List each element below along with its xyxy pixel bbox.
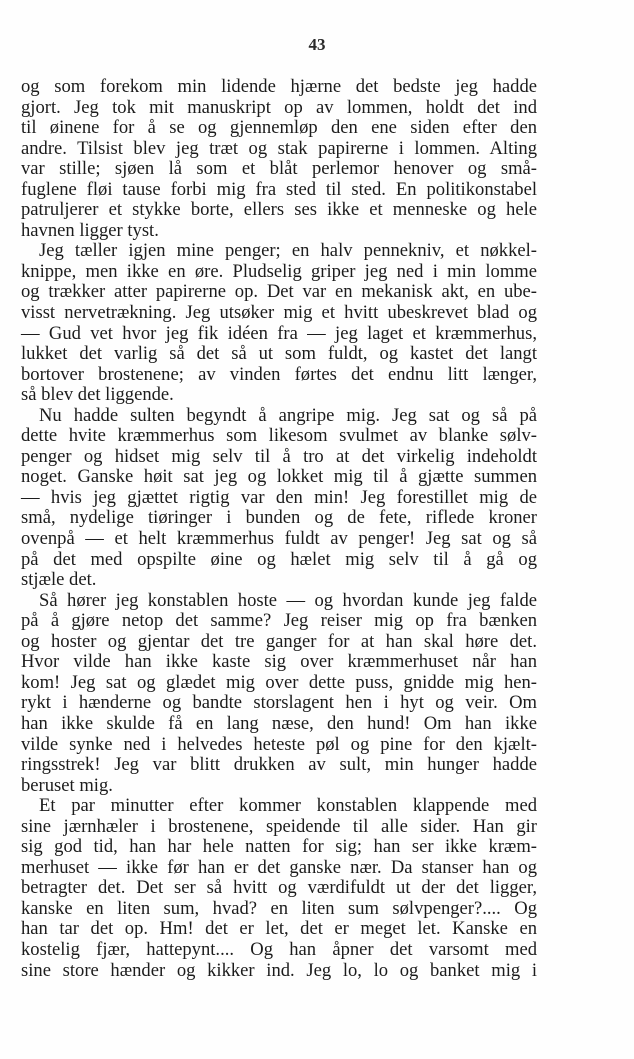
- text-line: sig god tid, han har hele natten for sig; han ser ikke kræm-: [21, 836, 537, 858]
- text-line: lukket det varlig så det så ut som fuldt, og kastet det langt: [21, 343, 537, 365]
- text-line: — Gud vet hvor jeg fik idéen fra — jeg laget et kræmmerhus,: [21, 322, 537, 344]
- text-line: andre. Tilsist blev jeg træt og stak papirerne i lommen. Alting: [21, 137, 537, 159]
- text-line: kom! Jeg sat og glædet mig over dette puss, gnidde mig hen-: [21, 671, 537, 693]
- text-line: vilde synke ned i helvedes heteste pøl og pine for den kjælt-: [21, 733, 537, 755]
- text-line: kostelig fjær, hattepynt.... Og han åpner det varsomt med: [21, 938, 537, 960]
- text-line: han tar det op. Hm! det er let, det er meget let. Kanske en: [21, 918, 537, 940]
- text-line: Så hører jeg konstablen hoste — og hvordan kunde jeg falde: [39, 589, 537, 611]
- text-line: på å gjøre netop det samme? Jeg reiser mig op fra bænken: [21, 610, 537, 632]
- text-line: beruset mig.: [21, 774, 113, 796]
- text-line: og som forekom min lidende hjærne det bedste jeg hadde: [21, 76, 537, 97]
- text-line: Et par minutter efter kommer konstablen klappende med: [39, 795, 537, 817]
- text-line: merhuset — ikke før han er det ganske nær. Da stanser han og: [21, 856, 537, 878]
- text-line: bortover brostenene; av vinden førtes det endnu litt længer,: [21, 363, 537, 385]
- text-line: små, nydelige tiøringer i bunden og de fete, riflede kroner: [21, 507, 537, 529]
- text-line: han ikke skulde få en lang næse, den hund! Om han ikke: [21, 712, 537, 734]
- text-line: på det med opspilte øine og hælet mig selv til å gå og: [21, 548, 537, 570]
- text-line: dette hvite kræmmerhus som likesom svulmet av blanke sølv-: [21, 425, 537, 447]
- text-line: ringsstrek! Jeg var blitt drukken av sult, min hunger hadde: [21, 754, 537, 776]
- text-line: Nu hadde sulten begyndt å angripe mig. Jeg sat og så på: [39, 404, 537, 426]
- text-line: stjæle det.: [21, 569, 97, 591]
- text-line: noget. Ganske høit sat jeg og lokket mig til å gjætte summen: [21, 466, 537, 488]
- text-line: og hoster og gjentar det tre ganger for at han skal høre det.: [21, 630, 537, 652]
- text-line: så blev det liggende.: [21, 384, 174, 406]
- text-line: havnen ligger tyst.: [21, 219, 159, 241]
- text-line: var stille; sjøen lå som et blåt perlemor henover og små-: [21, 158, 537, 180]
- text-line: — hvis jeg gjættet rigtig var den min! Jeg forestillet mig de: [21, 486, 537, 508]
- text-line: visst nervetrækning. Jeg utsøker mig et hvitt ubeskrevet blad og: [21, 302, 537, 324]
- text-line: fuglene fløi tause forbi mig fra sted til sted. En politikonstabel: [21, 178, 537, 200]
- text-line: Hvor vilde han ikke kaste sig over kræmmerhuset når han: [21, 651, 537, 673]
- body-text: [21, 77, 537, 981]
- text-line: til øinene for å se og gjennemløp den ene siden efter den: [21, 117, 537, 139]
- text-line: sine jærnhæler i brostenene, speidende til alle sider. Han gir: [21, 815, 537, 837]
- text-line: kanske en liten sum, hvad? en liten sum sølvpenger?.... Og: [21, 897, 537, 919]
- text-line: gjort. Jeg tok mit manuskript op av lommen, holdt det ind: [21, 96, 537, 118]
- text-line: sine store hænder og kikker ind. Jeg lo, lo og banket mig i: [21, 959, 537, 981]
- text-line: Jeg tæller igjen mine penger; en halv pennekniv, et nøkkel-: [39, 240, 537, 262]
- text-line: patruljerer et stykke borte, ellers ses ikke et menneske og hele: [21, 199, 537, 221]
- text-line: ovenpå — et helt kræmmerhus fuldt av penger! Jeg sat og så: [21, 528, 537, 550]
- page-number: 43: [308, 35, 326, 54]
- text-line: penger og hidset mig selv til å tro at det virkelig indeholdt: [21, 445, 537, 467]
- text-line: og trækker atter papirerne op. Det var en mekanisk akt, en ube-: [21, 281, 537, 303]
- text-line: knippe, men ikke en øre. Pludselig griper jeg ned i min lomme: [21, 260, 537, 282]
- text-line: rykt i hænderne og bandte storslagent hen i hyt og veir. Om: [21, 692, 537, 714]
- text-line: betragter det. Det ser så hvitt og værdifuldt ut der det ligger,: [21, 877, 537, 899]
